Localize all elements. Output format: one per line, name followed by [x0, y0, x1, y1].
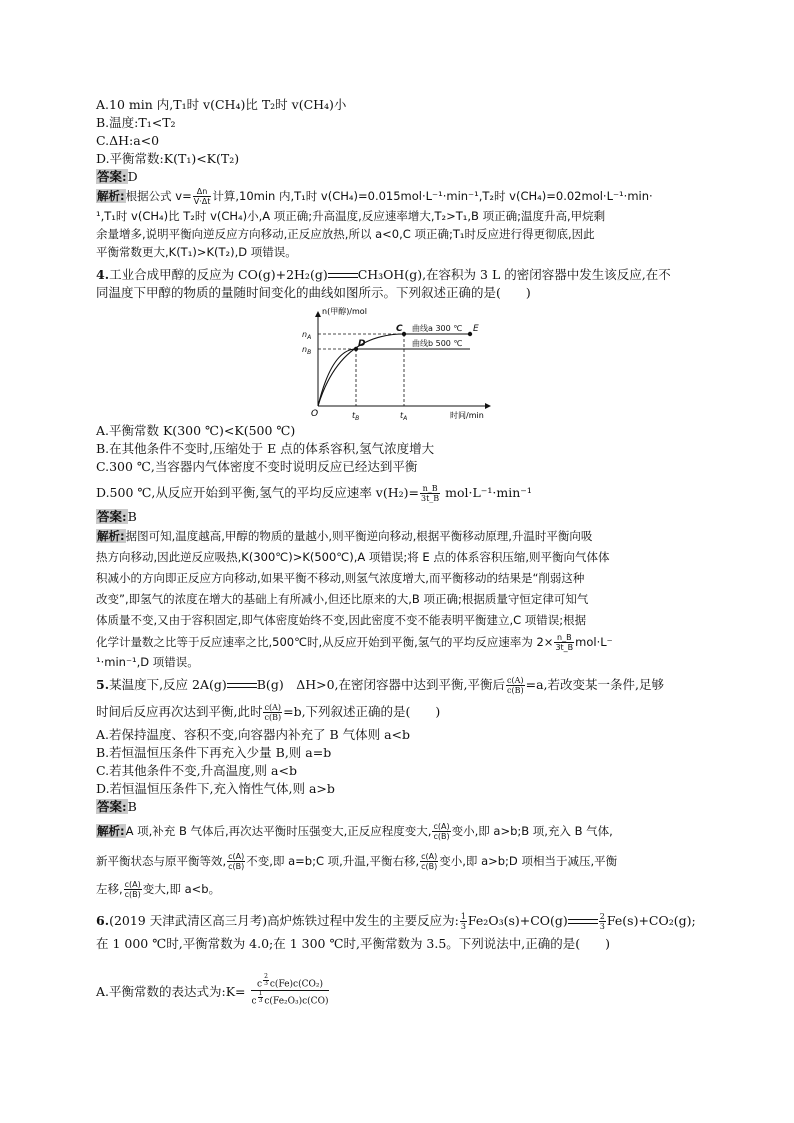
fraction-denominator: c(B)	[124, 890, 141, 899]
fraction	[420, 852, 438, 871]
q5-explanation-line-1	[96, 822, 613, 841]
q4-expl-text: mol·L⁻	[575, 635, 613, 649]
fraction-numerator: Δn	[193, 187, 212, 197]
fraction-denominator: 3t_B	[421, 494, 440, 503]
q5-stem-text: =a,若改变某一条件,足够	[525, 677, 664, 692]
q5-expl-text: 变大,即 a<b。	[142, 882, 221, 896]
q4-explanation-line-5: 体质量不变,又由于容积固定,即气体密度始终不变,因此密度不变不能表明平衡建立,C 项错误;根据	[96, 613, 587, 627]
q5-expl-text: 变小,即 a>b;D 项相当于减压,平衡	[439, 854, 618, 868]
q4-explanation-line-7: ¹·min⁻¹,D 项错误。	[96, 655, 199, 669]
fraction-denominator: 3	[264, 980, 268, 987]
numerator-text: c(Fe)c(CO₂)	[269, 979, 323, 990]
question-number: 5.	[96, 677, 110, 692]
series-label-a: 曲线a 300 ℃	[412, 324, 463, 333]
exponent-fraction	[263, 974, 269, 987]
fraction-numerator: c(A)	[228, 852, 245, 861]
q3-option-d: D.平衡常数:K(T₁)<K(T₂)	[96, 151, 240, 166]
q5-stem-line-2	[96, 703, 440, 722]
q3-explanation-line-1	[96, 187, 653, 206]
point-E	[468, 332, 472, 336]
fraction-numerator: 2	[264, 973, 268, 980]
q4-stem-text: CH₃OH(g),在容积为 3 L 的密闭容器中发生该反应,在不	[357, 267, 671, 282]
origin-label: O	[311, 409, 319, 419]
q5-option-d: D.若恒温恒压条件下,充入惰性气体,则 a>b	[96, 781, 335, 796]
x-tick-label-tA: $t_A$	[400, 411, 408, 422]
fraction	[432, 822, 450, 841]
q3-expl-text: 根据公式 v=	[125, 189, 192, 203]
equilibrium-sign	[328, 273, 358, 278]
fraction	[193, 187, 212, 206]
fraction-denominator: c(B)	[421, 862, 438, 871]
q6-stem-text: Fe₂O₃(s)+CO(g)	[467, 913, 568, 928]
fraction-denominator: 3	[258, 996, 263, 1004]
exponent-fraction	[258, 991, 264, 1004]
q5-expl-text: 左移,	[96, 882, 123, 896]
q5-option-b: B.若恒温恒压条件下再充入少量 B,则 a=b	[96, 745, 332, 760]
explanation-tag: 解析:	[97, 189, 125, 203]
q4-expl-text: 化学计量数之比等于反应速率之比,500℃时,从反应开始到平衡,氢气的平均反应速率为 2×	[96, 635, 554, 649]
q3-option-a: A.10 min 内,T₁时 v(CH₄)比 T₂时 v(CH₄)小	[96, 97, 347, 112]
chart-marks	[302, 323, 479, 422]
q3-explanation-line-2: ¹,T₁时 v(CH₄)比 T₂时 v(CH₄)小,A 项正确;升高温度,反应速率增大,T₂>T₁,B 项正确;温度升高,甲烷剩	[96, 209, 606, 223]
fraction-denominator: 3t_B	[555, 643, 574, 652]
q6-option-a-text: A.平衡常数的表达式为:K=	[96, 983, 246, 999]
fraction-numerator: c(A)	[507, 676, 524, 685]
y-axis-label: n(甲醇)/mol	[322, 307, 367, 316]
q5-explanation-line-3	[96, 880, 220, 899]
q4-explanation-line-6	[96, 633, 613, 652]
fraction-denominator: 3	[599, 922, 605, 931]
series-label-b: 曲线b 500 ℃	[412, 339, 463, 348]
q5-option-a: A.若保持温度、容积不变,向容器内补充了 B 气体则 a<b	[96, 727, 411, 742]
y-tick-label-nB: $n_B$	[302, 345, 312, 356]
x-tick-label-tB: $t_B$	[352, 411, 360, 422]
q5-stem-text: 某温度下,反应 2A(g)	[109, 677, 227, 692]
denominator-text: c(Fe₂O₃)c(CO)	[264, 996, 329, 1006]
fraction-denominator: c(B)	[433, 832, 450, 841]
q4-answer: B	[127, 509, 137, 524]
q4-explanation-line-4: 改变”,即氢气的浓度在增大的基础上有所减小,但还比原来的大,B 项正确;根据质量守恒定律可知气	[96, 592, 589, 606]
methanol-time-chart	[300, 304, 500, 422]
q4-stem-text: 工业合成甲醇的反应为 CO(g)+2H₂(g)	[109, 267, 328, 282]
fraction-numerator: c(A)	[433, 822, 450, 831]
q5-answer-line	[96, 798, 137, 815]
q4-option-d-text: D.500 ℃,从反应开始到平衡,氢气的平均反应速率 v(H₂)=	[96, 485, 419, 500]
q6-stem-line-1	[96, 912, 696, 931]
fraction-numerator: c(A)	[124, 880, 141, 889]
q3-explanation-line-3: 余量增多,说明平衡向逆反应方向移动,正反应放热,所以 a<0,C 项正确;T₁时反应进行得更彻底,因此	[96, 227, 595, 241]
answer-tag: 答案:	[97, 169, 127, 184]
question-number: 6.	[96, 913, 110, 928]
answer-tag: 答案:	[97, 799, 127, 814]
q3-expl-text: 计算,10min 内,T₁时 v(CH₄)=0.015mol·L⁻¹·min⁻¹,T₂时 v(CH₄)=0.02mol·L⁻¹·min·	[212, 189, 653, 203]
q5-expl-text: A 项,补充 B 气体后,再次达平衡时压强变大,正反应程度变大,	[125, 824, 432, 838]
fraction	[227, 852, 245, 871]
q4-option-b: B.在其他条件不变时,压缩处于 E 点的体系容积,氢气浓度增大	[96, 441, 435, 456]
fraction-numerator: n_B	[554, 633, 574, 643]
fraction-denominator: 3	[460, 922, 466, 931]
q5-answer: B	[127, 799, 137, 814]
fraction	[420, 484, 440, 503]
q4-stem-line-2: 同温度下甲醇的物质的量随时间变化的曲线如图所示。下列叙述正确的是( )	[96, 285, 531, 300]
fraction	[506, 676, 525, 695]
question-number: 4.	[96, 267, 110, 282]
q6-option-a	[96, 966, 330, 1016]
x-axis-label: 时间/min	[450, 411, 484, 420]
answer-tag: 答案:	[97, 509, 127, 524]
fraction-denominator: c(B)	[507, 686, 524, 695]
fraction-numerator: c(A)	[264, 703, 282, 712]
equilibrium-sign	[568, 919, 598, 924]
explanation-tag: 解析:	[97, 824, 125, 838]
fraction	[460, 912, 467, 931]
fraction-numerator: c $^{\frac{2}{3}}$ c(Fe)c(CO₂)	[251, 974, 330, 991]
fraction-numerator: 1	[460, 912, 466, 921]
q3-option-c: C.ΔH:a<0	[96, 133, 160, 148]
q5-option-c: C.若其他条件不变,升高温度,则 a<b	[96, 763, 297, 778]
explanation-tag: 解析:	[97, 529, 125, 543]
q3-answer-line	[96, 168, 138, 185]
q4-stem-line-1	[96, 266, 671, 283]
fraction	[599, 912, 606, 931]
q5-stem-text: B(g) ΔH>0,在密闭容器中达到平衡,平衡后	[256, 677, 505, 692]
q3-explanation-line-4: 平衡常数更大,K(T₁)>K(T₂),D 项错误。	[96, 245, 297, 259]
q6-stem-text: Fe(s)+CO₂(g);	[606, 913, 696, 928]
fraction-numerator: c(A)	[421, 852, 438, 861]
point-label-E: E	[473, 324, 479, 334]
q4-explanation-line-3: 积减小的方向即正反应方向移动,如果平衡不移动,则氢气浓度增大,而平衡移动的结果是“削弱这种	[96, 571, 585, 585]
fraction-numerator: 1	[258, 989, 263, 997]
q5-expl-text: 不变,即 a=b;C 项,升温,平衡右移,	[246, 854, 420, 868]
fraction-denominator: c $^{\frac{1}{3}}$ c(Fe₂O₃)c(CO)	[251, 989, 329, 1006]
q5-expl-text: 变小,即 a>b;B 项,充入 B 气体,	[451, 824, 613, 838]
q3-answer: D	[127, 169, 138, 184]
fraction-denominator: c(B)	[264, 713, 282, 722]
q6-stem-text: (2019 天津武清区高三月考)高炉炼铁过程中发生的主要反应为:	[109, 913, 459, 928]
fraction	[263, 703, 282, 722]
q4-option-c: C.300 ℃,当容器内气体密度不变时说明反应已经达到平衡	[96, 459, 418, 474]
q4-expl-text: 据图可知,温度越高,甲醇的物质的量越小,则平衡逆向移动,根据平衡移动原理,升温时平衡向吸	[125, 529, 593, 543]
equilibrium-sign	[227, 683, 257, 688]
fraction-denominator: c(B)	[228, 862, 245, 871]
equilibrium-constant-fraction	[251, 974, 330, 1006]
q4-answer-line	[96, 508, 137, 525]
series-curve-b	[318, 349, 470, 406]
q4-option-d-text: mol·L⁻¹·min⁻¹	[441, 485, 532, 500]
q4-option-d	[96, 484, 532, 503]
fraction	[124, 880, 142, 899]
q5-expl-text: 新平衡状态与原平衡等效,	[96, 854, 227, 868]
fraction	[554, 633, 574, 652]
fraction-numerator: n_B	[420, 484, 440, 494]
fraction-numerator: 2	[599, 912, 605, 921]
q4-explanation-line-2: 热方向移动,因此逆反应吸热,K(300℃)>K(500℃),A 项错误;将 E 点的体系容积压缩,则平衡向气体体	[96, 550, 610, 564]
q5-stem-text: =b,下列叙述正确的是( )	[283, 704, 441, 719]
point-label-C: C	[396, 324, 403, 334]
q5-explanation-line-2	[96, 852, 617, 871]
q4-explanation-line-1	[96, 528, 592, 545]
q5-stem-text: 时间后反应再次达到平衡,此时	[96, 704, 263, 719]
q3-option-b: B.温度:T₁<T₂	[96, 115, 176, 130]
point-label-D: D	[358, 339, 366, 349]
q6-stem-line-2: 在 1 000 ℃时,平衡常数为 4.0;在 1 300 ℃时,平衡常数为 3.5。下列说法中,正确的是( )	[96, 936, 611, 951]
q5-stem-line-1	[96, 676, 664, 695]
fraction-denominator: V·Δt	[193, 197, 211, 206]
q4-option-a: A.平衡常数 K(300 ℃)<K(500 ℃)	[96, 423, 296, 438]
y-tick-label-nA: $n_A$	[302, 330, 312, 341]
